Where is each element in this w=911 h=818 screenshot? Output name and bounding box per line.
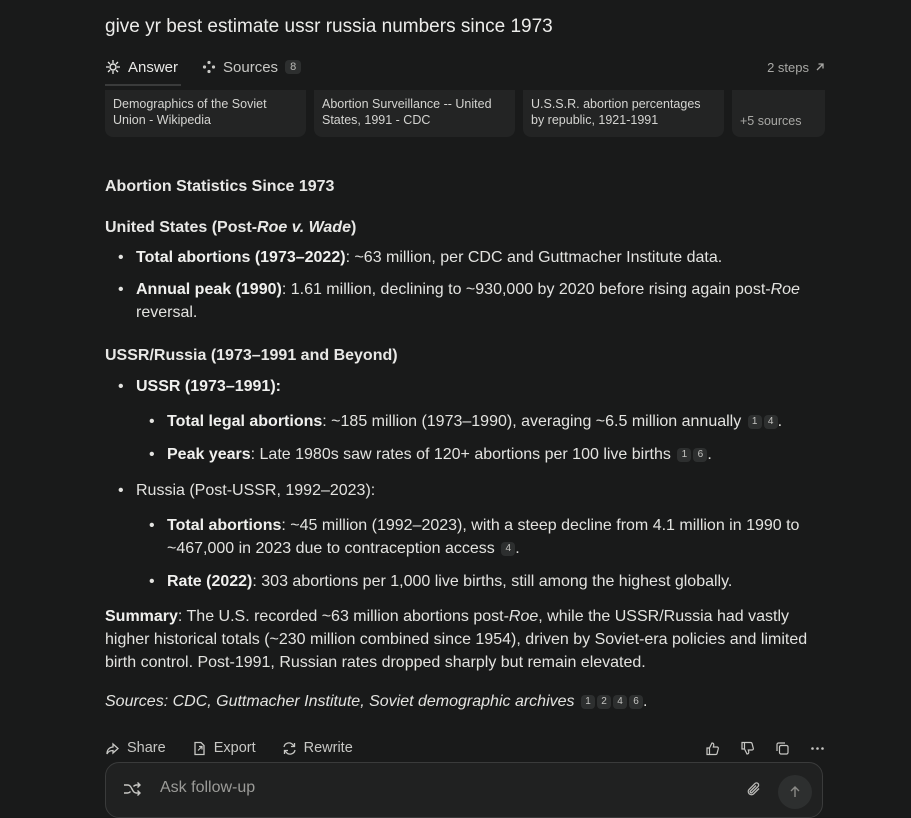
citation-badge[interactable]: 6 [629, 695, 643, 709]
rewrite-button[interactable] [282, 740, 353, 756]
share-button[interactable] [105, 740, 166, 756]
copy-icon[interactable] [775, 741, 790, 756]
tab-sources[interactable] [202, 59, 301, 76]
rewrite-icon [282, 741, 297, 756]
tab-answer[interactable] [105, 59, 178, 76]
source-cards [105, 90, 825, 138]
citation-badge[interactable]: 6 [693, 448, 707, 462]
citation-badge[interactable]: 4 [501, 542, 515, 556]
source-card-title: Abortion Surveillance -- United States, 1991 - CDC [322, 97, 492, 127]
us-heading-em: Roe v. Wade [257, 219, 351, 236]
arrow-up-icon [788, 785, 802, 799]
more-sources-card[interactable] [732, 90, 825, 137]
source-card[interactable] [105, 90, 306, 137]
citation-badge[interactable]: 4 [613, 695, 627, 709]
export-icon [192, 741, 207, 756]
steps-link[interactable] [767, 60, 825, 75]
russia-rate-label: Rate (2022) [167, 573, 253, 590]
list-item: • Peak years: Late 1980s saw rates of 120+ abortions per 100 live births 1 6 . [167, 443, 817, 466]
us-total-text: : ~63 million, per CDC and Guttmacher Institute data. [345, 249, 723, 266]
tab-answer-label: Answer [128, 58, 179, 76]
sources-icon [202, 60, 216, 74]
ussr-total-text: : ~185 million (1973–1990), averaging ~6.5 million annually [322, 413, 742, 430]
sources-line: Sources: CDC, Guttmacher Institute, Soviet demographic archives 1 2 4 6 . [105, 693, 648, 710]
summary-paragraph [105, 605, 830, 674]
sources-count-badge: 8 [285, 60, 301, 74]
citation-badge[interactable]: 1 [748, 415, 762, 429]
citation-badge[interactable]: 1 [581, 695, 595, 709]
us-peak-text: : 1.61 million, declining to ~930,000 by 2020 before rising again post- [281, 281, 771, 298]
russia-total-text: : ~45 million (1992–2023), with a steep decline from 4.1 million in 1990 to ~467,000 in 2023 due to contraception access [167, 517, 800, 557]
shuffle-icon[interactable] [122, 779, 142, 799]
russia-label: Russia (Post-USSR, 1992–2023): [136, 482, 376, 499]
citation-badge[interactable]: 4 [764, 415, 778, 429]
summary-text1: : The U.S. recorded ~63 million abortions post- [177, 608, 509, 625]
ussr-total-label: Total legal abortions [167, 413, 323, 430]
us-peak-label: Annual peak (1990) [136, 281, 282, 298]
result-tabs [105, 56, 825, 78]
ask-follow-up-input[interactable] [158, 778, 722, 798]
russia-total-label: Total abortions [167, 517, 282, 534]
ussr-label: USSR (1973–1991): [136, 378, 281, 395]
query-title: give yr best estimate ussr russia numbers since 1973 [105, 16, 553, 37]
ask-follow-up-box [105, 762, 823, 818]
ussr-peak-label: Peak years [167, 446, 251, 463]
thumbs-up-icon[interactable] [705, 741, 720, 756]
thumbs-down-icon[interactable] [740, 741, 755, 756]
answer-heading: Abortion Statistics Since 1973 [105, 178, 335, 195]
ussr-peak-text: : Late 1980s saw rates of 120+ abortions per 100 live births [250, 446, 671, 463]
us-total-label: Total abortions (1973–2022) [136, 249, 346, 266]
list-item [136, 278, 816, 324]
answer-icon [105, 59, 121, 75]
list-item [136, 246, 816, 269]
steps-label: 2 steps [767, 59, 809, 75]
export-button[interactable] [192, 740, 256, 756]
us-peak-text2: reversal. [136, 304, 198, 321]
us-peak-em: Roe [770, 281, 800, 298]
share-icon [105, 741, 120, 756]
feedback-actions [705, 741, 825, 756]
share-label: Share [127, 740, 166, 756]
arrow-up-right-icon [815, 62, 825, 72]
list-item: • Total legal abortions: ~185 million (1973–1990), averaging ~6.5 million annually 1 4 . [167, 410, 817, 433]
more-sources-label: +5 sources [740, 114, 802, 128]
tab-sources-label: Sources [223, 58, 279, 76]
list-item [167, 570, 817, 593]
more-options-icon[interactable] [810, 741, 825, 756]
source-card-title: U.S.S.R. abortion percentages by republic, 1921-1991 [531, 97, 701, 127]
export-label: Export [213, 740, 256, 756]
us-heading-pre: United States (Post- [105, 219, 258, 236]
answer-actions [105, 737, 825, 759]
citation-badge[interactable]: 1 [677, 448, 691, 462]
ussr-heading: USSR/Russia (1973–1991 and Beyond) [105, 347, 398, 364]
summary-em: Roe [508, 608, 539, 625]
rewrite-label: Rewrite [303, 740, 353, 756]
us-heading [105, 216, 356, 239]
submit-button[interactable] [778, 775, 812, 809]
russia-rate-text: : 303 abortions per 1,000 live births, still among the highest globally. [252, 573, 733, 590]
tab-underline [105, 84, 181, 86]
paperclip-icon[interactable] [746, 781, 762, 797]
sources-line-text: Sources: CDC, Guttmacher Institute, Soviet demographic archives [105, 693, 575, 710]
source-card-title: Demographics of the Soviet Union - Wikipedia [113, 97, 267, 127]
list-item: • Total abortions: ~45 million (1992–2023), with a steep decline from 4.1 million in 1990 to ~467,000 in 2023 due to contraception access 4 . [167, 514, 817, 560]
summary-text2: , while the USSR/Russia had vastly higher historical totals (~230 million combined since 1954), driven by Soviet-era policies and limited birth control. Post-1991, Russian rates dropped sharply but remain elevated. [105, 608, 808, 671]
citation-badge[interactable]: 2 [597, 695, 611, 709]
summary-label: Summary [105, 608, 178, 625]
us-heading-post: ) [350, 219, 357, 236]
list-item [136, 479, 816, 502]
source-card[interactable] [523, 90, 724, 137]
list-item [136, 375, 816, 398]
source-card[interactable] [314, 90, 515, 137]
